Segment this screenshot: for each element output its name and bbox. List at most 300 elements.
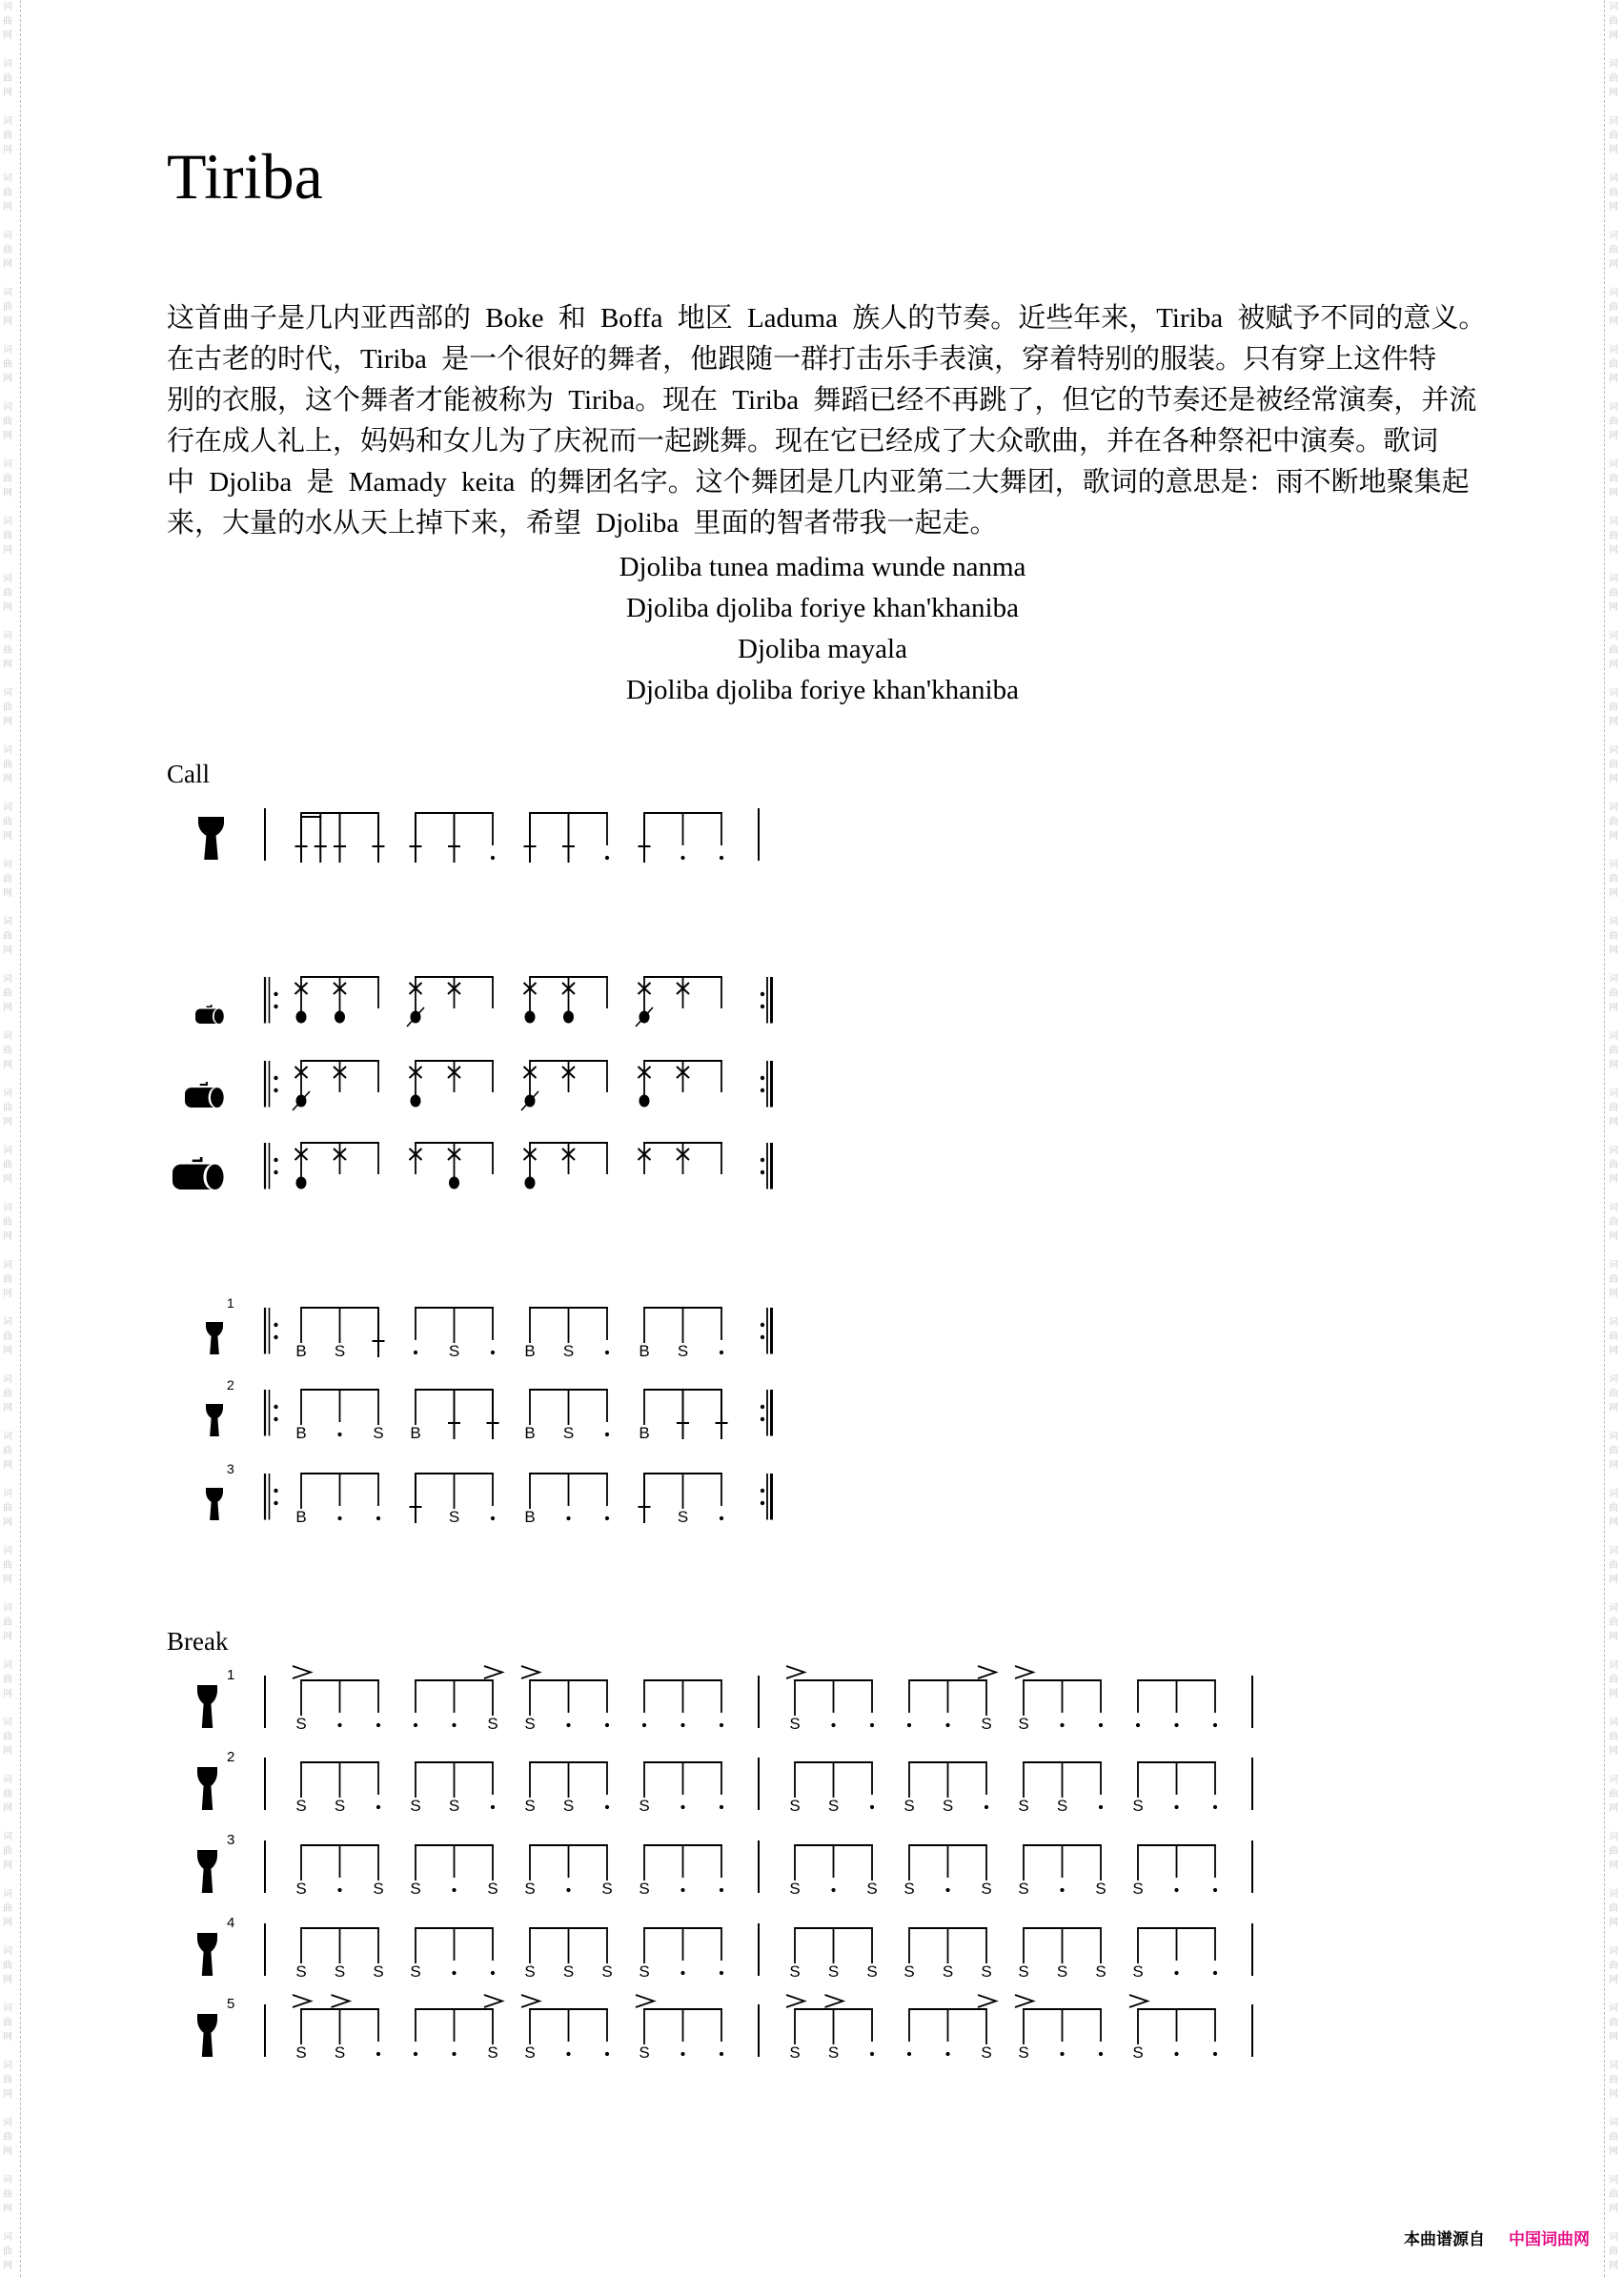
watermark-char: 曲 xyxy=(3,245,12,255)
rest-note xyxy=(907,2009,911,2056)
watermark-char: 曲 xyxy=(3,1217,12,1228)
stroke-letter: S xyxy=(334,2043,346,2062)
bell-note xyxy=(677,1061,689,1092)
watermark-char: 曲 xyxy=(1609,1675,1618,1685)
slap-note xyxy=(335,1308,345,1360)
rest-dot xyxy=(1213,2052,1217,2056)
rest-dot xyxy=(491,1351,495,1354)
watermark-char: 词 xyxy=(1609,1832,1618,1842)
watermark-char: 曲 xyxy=(3,188,12,198)
tone-note xyxy=(524,813,537,863)
watermark-char: 网 xyxy=(1609,316,1618,327)
slap-note xyxy=(449,1474,459,1526)
watermark-char: 词 xyxy=(3,231,12,241)
beat-group xyxy=(524,1308,609,1360)
rest-dot xyxy=(720,1351,723,1354)
stroke-letter: S xyxy=(1018,1880,1029,1898)
repeat-dot xyxy=(761,1417,764,1421)
part-number: 3 xyxy=(227,1461,234,1476)
stroke-letter: B xyxy=(295,1424,307,1442)
watermark-char: 网 xyxy=(1609,1517,1618,1528)
watermark-char: 网 xyxy=(3,2261,12,2271)
rest-dot xyxy=(907,2052,911,2056)
watermark-char: 网 xyxy=(3,2146,12,2157)
stroke-letter: S xyxy=(373,1962,384,1981)
accent-icon xyxy=(1129,1995,1147,2007)
watermark-char: 词 xyxy=(1609,116,1618,127)
slap-note xyxy=(1132,1928,1143,1981)
rest-note xyxy=(491,1928,495,1975)
stroke-letter: S xyxy=(1132,2043,1144,2062)
stroke-letter: S xyxy=(410,1797,421,1815)
stroke-letter: S xyxy=(295,1962,307,1981)
rest-dot xyxy=(605,856,609,860)
watermark-char: 曲 xyxy=(3,1503,12,1514)
beat-group xyxy=(410,1845,497,1898)
rest-dot xyxy=(720,856,723,860)
slap-note xyxy=(1018,1845,1028,1898)
beat-group xyxy=(521,1995,609,2062)
footer-source-label: 本曲谱源自 xyxy=(1404,2230,1485,2249)
tone-note xyxy=(410,813,422,863)
watermark-char: 曲 xyxy=(1609,1332,1618,1342)
parts-notation xyxy=(206,1295,772,1526)
watermark-char: 曲 xyxy=(1609,359,1618,370)
rest-dot xyxy=(337,1433,341,1436)
rest-note xyxy=(720,813,723,860)
beat-group xyxy=(639,1474,724,1526)
bell-note xyxy=(639,1143,651,1174)
stroke-letter: S xyxy=(601,1962,613,1981)
watermark-char: 网 xyxy=(1609,888,1618,899)
rest-note xyxy=(642,1680,646,1727)
watermark-char: 网 xyxy=(1609,1918,1618,1928)
watermark-char: 曲 xyxy=(1609,1503,1618,1514)
stroke-letter: S xyxy=(866,1880,878,1898)
slap-note xyxy=(1132,1845,1143,1898)
slap-note xyxy=(524,1928,535,1981)
accent-icon xyxy=(521,1995,539,2007)
beat-group xyxy=(524,1928,612,1981)
beat-group xyxy=(293,1061,379,1110)
part-number: 2 xyxy=(227,1749,235,1765)
stroke-letter: S xyxy=(981,1715,992,1733)
rest-dot xyxy=(1136,1723,1140,1727)
rest-dot xyxy=(1174,1805,1178,1809)
beat-group xyxy=(521,1061,608,1110)
watermark-char: 网 xyxy=(3,602,12,613)
tone-note xyxy=(373,1308,385,1357)
watermark-char: 网 xyxy=(3,660,12,670)
watermark-char: 曲 xyxy=(1609,1789,1618,1799)
watermark-char: 词 xyxy=(1609,688,1618,699)
notation-row xyxy=(197,1915,1252,1981)
beat-group xyxy=(521,1666,609,1733)
rest-note xyxy=(1136,1680,1140,1727)
beat-group xyxy=(1018,1845,1106,1898)
slap-note xyxy=(295,1762,306,1815)
rest-dot xyxy=(720,1971,723,1975)
part-number: 2 xyxy=(227,1377,234,1393)
stroke-letter: S xyxy=(789,1880,801,1898)
watermark-char: 曲 xyxy=(3,131,12,141)
rest-note xyxy=(1060,1845,1064,1892)
watermark-char: 词 xyxy=(1609,1775,1618,1785)
rest-note xyxy=(337,1845,341,1892)
rest-note xyxy=(1174,1928,1178,1975)
slap-note xyxy=(521,1666,539,1733)
watermark-char: 词 xyxy=(3,2,12,12)
watermark-char: 曲 xyxy=(3,931,12,942)
stroke-letter: S xyxy=(866,1962,878,1981)
notation-row xyxy=(197,1995,1252,2062)
tone-note xyxy=(448,813,460,863)
drum-stroke-dot xyxy=(335,1011,345,1024)
stroke-letter: S xyxy=(487,1880,498,1898)
accent-icon xyxy=(825,1995,843,2007)
rest-note xyxy=(870,2009,874,2056)
beat-group xyxy=(295,1762,380,1815)
bell-note xyxy=(562,1061,575,1092)
beat-group xyxy=(1132,1762,1217,1815)
watermark-char: 词 xyxy=(1609,1146,1618,1156)
watermark-char: 曲 xyxy=(1609,931,1618,942)
rest-dot xyxy=(680,1888,684,1892)
tone-note xyxy=(639,1474,651,1523)
bell-open-drum-note xyxy=(524,977,537,1024)
tone-note xyxy=(373,813,385,863)
rest-note xyxy=(605,813,609,860)
rest-note xyxy=(1213,1680,1217,1727)
watermark-char: 网 xyxy=(3,259,12,270)
watermark-char: 词 xyxy=(1609,974,1618,985)
watermark-char: 曲 xyxy=(3,702,12,713)
page-title: Tiriba xyxy=(167,140,323,213)
stroke-letter: S xyxy=(448,1797,460,1815)
beat-group xyxy=(903,1928,991,1981)
watermark-char: 词 xyxy=(3,116,12,127)
watermark-char: 曲 xyxy=(1609,16,1618,27)
repeat-dot xyxy=(761,1335,764,1339)
watermark-char: 网 xyxy=(3,1517,12,1528)
djembe-icon xyxy=(206,1488,223,1520)
watermark-char: 网 xyxy=(3,316,12,327)
rest-note xyxy=(376,1762,380,1809)
rest-note xyxy=(414,1680,417,1727)
watermark-char: 曲 xyxy=(3,2018,12,2028)
sangban-drum-icon xyxy=(185,1082,224,1108)
watermark-char: 网 xyxy=(1609,488,1618,498)
rest-dot xyxy=(414,1723,417,1727)
watermark-char: 词 xyxy=(1609,288,1618,298)
bell-open-drum-note xyxy=(410,1061,422,1108)
stroke-letter: S xyxy=(981,1962,992,1981)
lyric-line: Djoliba djoliba foriye khan'khaniba xyxy=(626,593,1019,623)
stroke-letter: S xyxy=(1132,1880,1144,1898)
watermark-char: 词 xyxy=(3,1489,12,1499)
watermark-char: 网 xyxy=(3,1174,12,1185)
watermark-char: 曲 xyxy=(1609,1617,1618,1628)
rest-dot xyxy=(452,2052,456,2056)
watermark-char: 曲 xyxy=(3,474,12,484)
beat-group xyxy=(524,1474,609,1526)
watermark-char: 曲 xyxy=(1609,531,1618,541)
notation-row xyxy=(185,1061,772,1110)
stroke-letter: S xyxy=(903,1880,915,1898)
beat-group xyxy=(524,813,610,863)
lyric-line: Djoliba mayala xyxy=(738,634,907,664)
watermark-char: 网 xyxy=(1609,545,1618,556)
slap-note xyxy=(1057,1762,1067,1815)
bass-note xyxy=(295,1390,306,1442)
watermark-char: 曲 xyxy=(1609,702,1618,713)
rest-dot xyxy=(376,1723,380,1727)
watermark-char: 曲 xyxy=(3,73,12,84)
watermark-char: 网 xyxy=(1609,1860,1618,1871)
watermark-char: 词 xyxy=(3,1603,12,1614)
watermark-char: 词 xyxy=(3,2232,12,2243)
bell-note xyxy=(677,977,689,1008)
watermark-char: 曲 xyxy=(1609,760,1618,770)
rest-note xyxy=(680,1845,684,1892)
slap-note xyxy=(866,1928,877,1981)
watermark-char: 网 xyxy=(1609,1689,1618,1699)
slap-note xyxy=(524,1845,535,1898)
watermark-char: 网 xyxy=(3,1860,12,1871)
stroke-letter: S xyxy=(334,1962,346,1981)
rest-note xyxy=(680,1680,684,1727)
watermark-char: 曲 xyxy=(1609,645,1618,656)
rest-note xyxy=(1213,1928,1217,1975)
rest-note xyxy=(605,1680,609,1727)
stroke-letter: S xyxy=(789,1797,801,1815)
watermark-char: 词 xyxy=(3,860,12,870)
watermark-char: 网 xyxy=(3,1746,12,1757)
beat-group xyxy=(786,1666,874,1733)
accent-icon xyxy=(293,1995,311,2007)
bell-open-drum-note xyxy=(295,977,308,1024)
beat-group xyxy=(295,1390,383,1442)
stroke-letter: S xyxy=(903,1797,915,1815)
rest-note xyxy=(566,2009,570,2056)
accent-icon xyxy=(786,1666,804,1678)
slap-note xyxy=(373,1845,383,1898)
slap-note xyxy=(563,1762,574,1815)
beat-group xyxy=(639,1390,727,1442)
slap-note xyxy=(786,1995,804,2062)
watermark-char: 网 xyxy=(1609,1346,1618,1356)
stroke-letter: B xyxy=(639,1342,650,1360)
watermark-char: 网 xyxy=(1609,374,1618,384)
beat-group xyxy=(642,1680,723,1727)
watermark-char: 词 xyxy=(3,1146,12,1156)
rest-note xyxy=(491,1474,495,1520)
rest-dot xyxy=(680,1971,684,1975)
notation-row xyxy=(206,1295,772,1360)
watermark-char: 网 xyxy=(3,1975,12,1985)
rest-note xyxy=(945,1845,949,1892)
rest-dot xyxy=(1060,1888,1064,1892)
beat-group xyxy=(414,1995,502,2062)
beat-group xyxy=(1015,1995,1103,2062)
slap-note xyxy=(789,1928,800,1981)
rest-dot xyxy=(1174,1971,1178,1975)
notation-row xyxy=(173,1143,772,1189)
rest-dot xyxy=(452,1888,456,1892)
beat-group xyxy=(295,1308,384,1360)
notation-row xyxy=(197,1832,1252,1898)
slap-note xyxy=(373,1928,383,1981)
watermark-char: 词 xyxy=(3,1946,12,1957)
stroke-letter: S xyxy=(334,1342,346,1360)
rest-dot xyxy=(1213,1971,1217,1975)
watermark-char: 词 xyxy=(1609,345,1618,356)
part-number: 1 xyxy=(227,1667,235,1683)
slap-note xyxy=(449,1308,459,1360)
accent-icon xyxy=(978,1995,996,2007)
notation-row xyxy=(197,1666,1252,1733)
watermark-char: 词 xyxy=(3,917,12,927)
stroke-letter: B xyxy=(524,1424,536,1442)
slap-note xyxy=(636,1995,654,2062)
beat-group xyxy=(1018,1762,1103,1815)
slap-note xyxy=(903,1845,914,1898)
stroke-letter: S xyxy=(410,1880,421,1898)
bell-note xyxy=(410,1143,422,1174)
watermark-char: 词 xyxy=(3,1317,12,1328)
slap-note xyxy=(410,1928,420,1981)
watermark-char: 曲 xyxy=(1609,2189,1618,2200)
watermark-char: 网 xyxy=(1609,30,1618,41)
watermark-char: 曲 xyxy=(1609,1103,1618,1113)
rest-dot xyxy=(452,1971,456,1975)
repeat-dot xyxy=(761,1076,764,1080)
watermark-char: 网 xyxy=(3,1117,12,1128)
bell-open-drum-note xyxy=(448,1143,460,1189)
rest-dot xyxy=(491,1805,495,1809)
rest-dot xyxy=(605,1723,609,1727)
rest-dot xyxy=(1174,1723,1178,1727)
djembe-icon xyxy=(198,817,224,860)
rest-note xyxy=(605,1762,609,1809)
watermark-char: 网 xyxy=(1609,1746,1618,1757)
watermark-char: 词 xyxy=(3,1031,12,1042)
bell-open-drum-note xyxy=(334,977,346,1024)
rest-note xyxy=(870,1680,874,1727)
stroke-letter: S xyxy=(639,2043,650,2062)
rest-dot xyxy=(1060,2052,1064,2056)
rest-note xyxy=(452,1680,456,1727)
watermark-char: 词 xyxy=(3,631,12,641)
watermark-char: 词 xyxy=(3,2175,12,2186)
rest-dot xyxy=(870,1805,874,1809)
watermark-char: 网 xyxy=(3,2204,12,2214)
watermark-char: 词 xyxy=(1609,860,1618,870)
tone-note xyxy=(639,813,651,863)
repeat-dot xyxy=(274,1335,277,1339)
drum-stroke-dot xyxy=(296,1011,307,1024)
watermark-char: 网 xyxy=(3,2089,12,2100)
watermark-char: 网 xyxy=(3,831,12,842)
stroke-letter: S xyxy=(639,1962,650,1981)
watermark-char: 网 xyxy=(3,1803,12,1814)
bass-note xyxy=(639,1308,649,1360)
slap-note xyxy=(943,1928,953,1981)
watermark-char: 曲 xyxy=(3,531,12,541)
watermark-char: 曲 xyxy=(3,1903,12,1914)
rest-dot xyxy=(337,1516,341,1520)
watermark-char: 词 xyxy=(3,574,12,584)
repeat-dot xyxy=(274,1417,277,1421)
stroke-letter: B xyxy=(524,1508,536,1526)
watermark-char: 曲 xyxy=(3,1617,12,1628)
beat-group xyxy=(639,813,724,863)
repeat-dot xyxy=(761,1158,764,1162)
watermark-char: 网 xyxy=(3,774,12,784)
repeat-dot xyxy=(274,1405,277,1409)
rest-dot xyxy=(1174,2052,1178,2056)
watermark-char: 曲 xyxy=(3,1789,12,1799)
watermark-char: 曲 xyxy=(3,417,12,427)
intro-line: 别的衣服，这个舞者才能被称为 Tiriba。现在 Tiriba 舞蹈已经不再跳了，但它的节奏还是被经常演奏，并流 xyxy=(167,385,1477,416)
slap-note xyxy=(563,1928,574,1981)
beat-group xyxy=(789,1928,877,1981)
watermark-char: 曲 xyxy=(1609,1217,1618,1228)
djembe-icon xyxy=(206,1322,223,1354)
footer-site-name: 中国词曲网 xyxy=(1509,2230,1590,2249)
rest-dot xyxy=(680,1805,684,1809)
watermark-char: 曲 xyxy=(3,1332,12,1342)
watermark-char: 曲 xyxy=(3,16,12,27)
rest-note xyxy=(452,1845,456,1892)
watermark-char: 曲 xyxy=(3,359,12,370)
notation-row xyxy=(197,1749,1252,1815)
tone-note xyxy=(334,813,346,863)
watermark-char: 网 xyxy=(3,1003,12,1013)
rest-note xyxy=(376,1680,380,1727)
watermark-char: 网 xyxy=(3,88,12,98)
bell-note xyxy=(448,1061,460,1092)
watermark-char: 词 xyxy=(1609,803,1618,813)
watermark-char: 网 xyxy=(1609,1975,1618,1985)
watermark-char: 网 xyxy=(1609,1632,1618,1642)
stroke-letter: S xyxy=(524,1880,536,1898)
watermark-char: 词 xyxy=(1609,1203,1618,1213)
watermark-char: 词 xyxy=(3,1260,12,1271)
watermark-char: 曲 xyxy=(1609,188,1618,198)
watermark-char: 词 xyxy=(3,803,12,813)
watermark-char: 词 xyxy=(3,1203,12,1213)
watermark-char: 词 xyxy=(1609,917,1618,927)
beat-group xyxy=(524,1390,609,1442)
beat-group xyxy=(639,1928,723,1981)
slap-note xyxy=(978,1995,996,2062)
watermark-char: 曲 xyxy=(1609,73,1618,84)
repeat-dot xyxy=(761,1088,764,1092)
watermark-char: 网 xyxy=(3,1060,12,1070)
watermark-char: 网 xyxy=(1609,1174,1618,1185)
rest-dot xyxy=(870,2052,874,2056)
watermark-char: 词 xyxy=(3,2003,12,2014)
slap-note xyxy=(335,1928,345,1981)
watermark-char: 网 xyxy=(1609,1231,1618,1242)
stroke-letter: S xyxy=(639,1880,650,1898)
watermark-char: 词 xyxy=(1609,402,1618,413)
slap-note xyxy=(828,1762,839,1815)
watermark-char: 网 xyxy=(1609,259,1618,270)
rest-dot xyxy=(605,2052,609,2056)
rest-note xyxy=(566,1680,570,1727)
